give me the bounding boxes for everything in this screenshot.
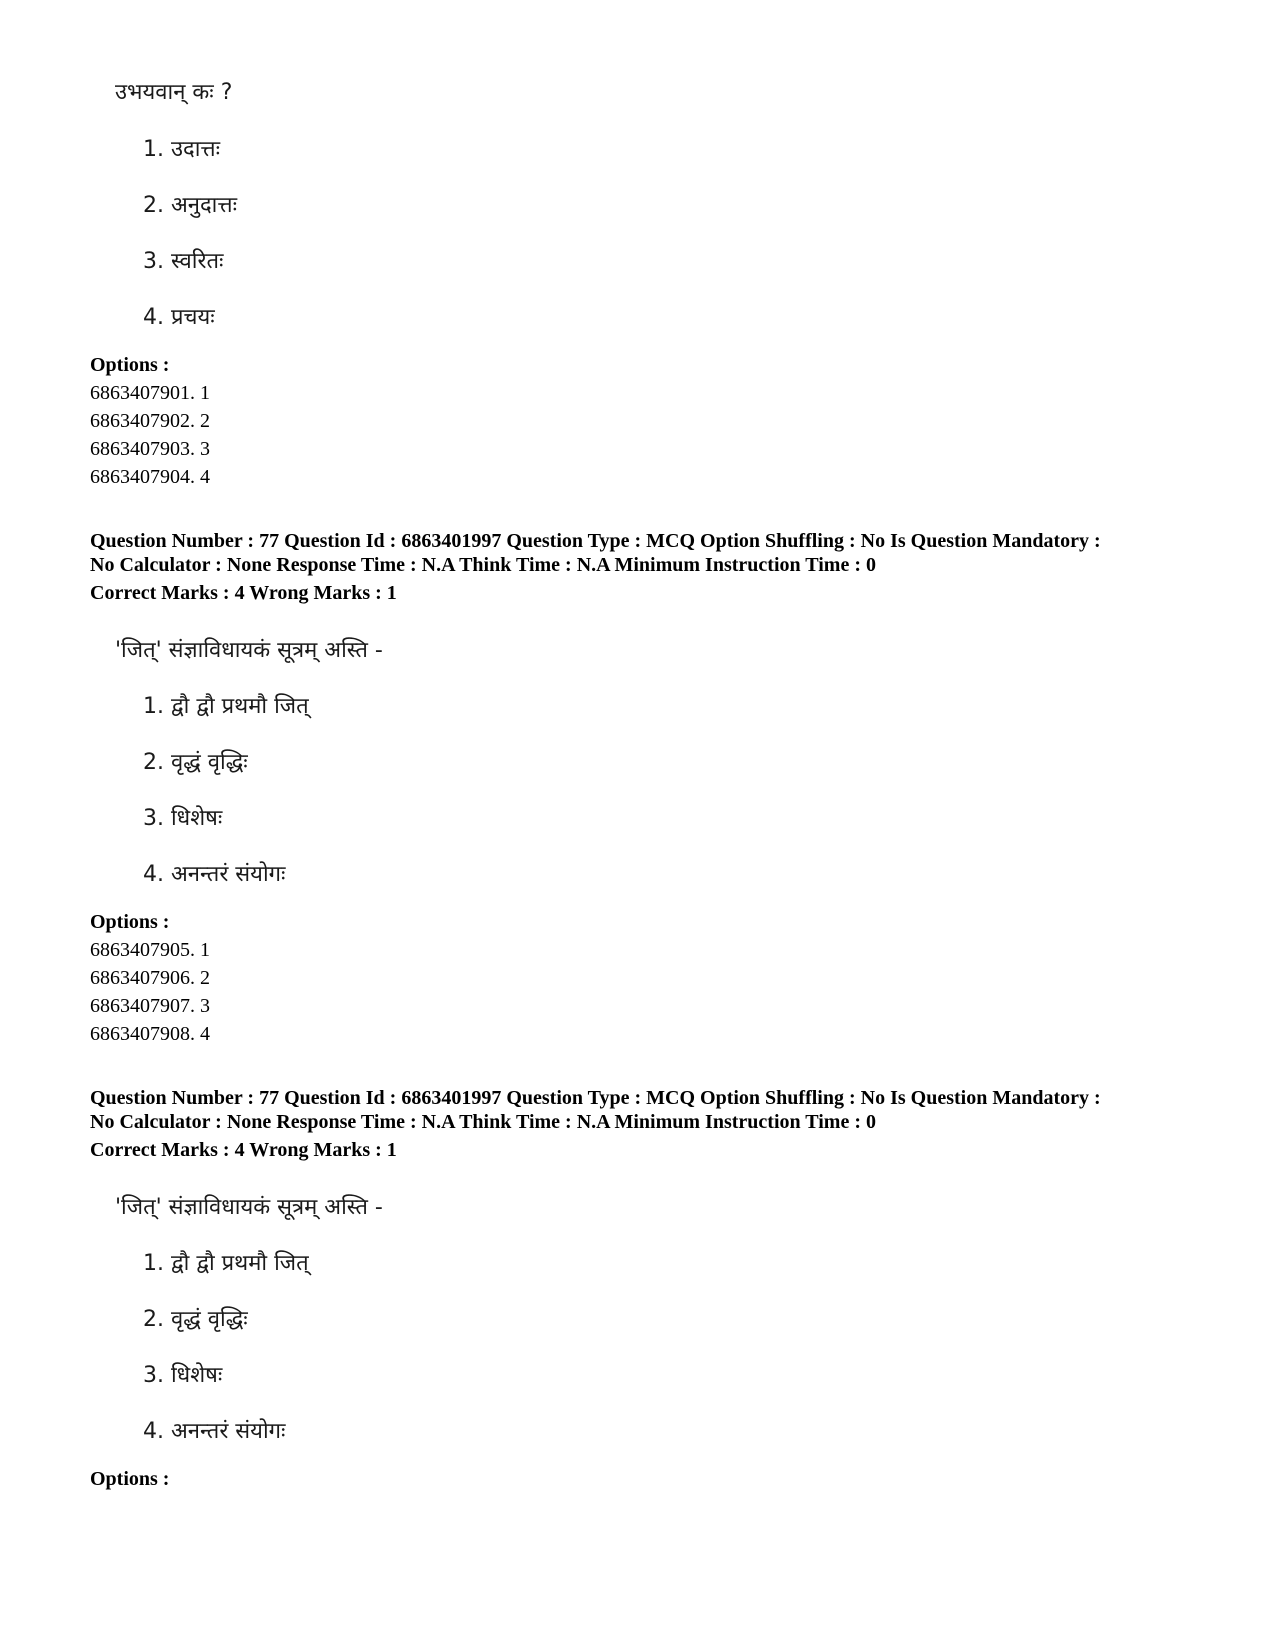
choice-4: 4. अनन्तरं संयोगः <box>143 862 286 887</box>
option-id: 6863407907. 3 <box>90 995 210 1017</box>
question-text: 'जित्' संज्ञाविधायकं सूत्रम् अस्ति - <box>115 1195 383 1220</box>
choice-1: 1. द्वौ द्वौ प्रथमौ जित् <box>143 1251 309 1276</box>
question-meta-line-1: Question Number : 77 Question Id : 6863401997 Question Type : MCQ Option Shuffling : No Is Question Mandatory : <box>90 1087 1101 1109</box>
option-id: 6863407902. 2 <box>90 410 210 432</box>
choice-2: 2. वृद्धं वृद्धिः <box>143 1307 248 1332</box>
question-meta-line-2: No Calculator : None Response Time : N.A Think Time : N.A Minimum Instruction Time : 0 <box>90 1111 876 1133</box>
option-id: 6863407906. 2 <box>90 967 210 989</box>
option-id: 6863407903. 3 <box>90 438 210 460</box>
option-id: 6863407908. 4 <box>90 1023 210 1045</box>
choice-3: 3. धिशेषः <box>143 1363 223 1388</box>
question-marks: Correct Marks : 4 Wrong Marks : 1 <box>90 582 397 604</box>
question-marks: Correct Marks : 4 Wrong Marks : 1 <box>90 1139 397 1161</box>
choice-3: 3. स्वरितः <box>143 249 224 274</box>
choice-4: 4. अनन्तरं संयोगः <box>143 1419 286 1444</box>
question-meta-line-2: No Calculator : None Response Time : N.A Think Time : N.A Minimum Instruction Time : 0 <box>90 554 876 576</box>
option-id: 6863407905. 1 <box>90 939 210 961</box>
choice-4: 4. प्रचयः <box>143 305 215 330</box>
question-text: उभयवान् कः ? <box>115 80 233 105</box>
choice-3: 3. धिशेषः <box>143 806 223 831</box>
options-label: Options : <box>90 911 170 933</box>
question-text: 'जित्' संज्ञाविधायकं सूत्रम् अस्ति - <box>115 638 383 663</box>
choice-1: 1. उदात्तः <box>143 137 221 162</box>
option-id: 6863407901. 1 <box>90 382 210 404</box>
choice-2: 2. वृद्धं वृद्धिः <box>143 750 248 775</box>
question-meta-line-1: Question Number : 77 Question Id : 6863401997 Question Type : MCQ Option Shuffling : No Is Question Mandatory : <box>90 530 1101 552</box>
choice-1: 1. द्वौ द्वौ प्रथमौ जित् <box>143 694 309 719</box>
option-id: 6863407904. 4 <box>90 466 210 488</box>
options-label: Options : <box>90 354 170 376</box>
options-label: Options : <box>90 1468 170 1490</box>
choice-2: 2. अनुदात्तः <box>143 193 238 218</box>
